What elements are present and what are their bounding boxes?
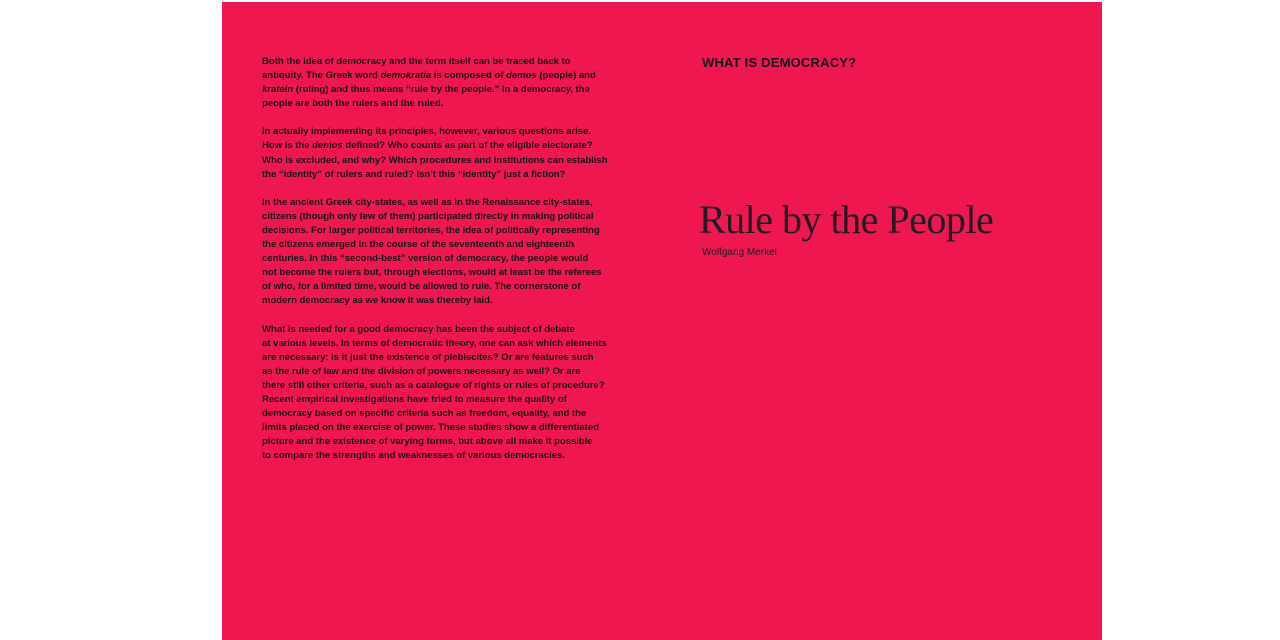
text-line: the “identity” of rulers and ruled? Isn’t this “identity” just a fiction? xyxy=(262,168,566,180)
page-title: Rule by the People xyxy=(699,196,994,242)
text-line: Who is excluded, and why? Which procedures and institutions can establish xyxy=(262,154,608,166)
section-heading: WHAT IS DEMOCRACY? xyxy=(702,55,857,70)
text-line: citizens (though only few of them) participated directly in making political xyxy=(262,210,594,222)
text-line: not become the rulers but, through elections, would at least be the referees xyxy=(262,267,602,279)
text-line: decisions. For larger political territories, the idea of politically representing xyxy=(262,224,600,236)
text-line: are necessary: is it just the existence of plebiscites? Or are features such xyxy=(262,351,594,363)
text-line: kratein (ruling) and thus means “rule by the people.” In a democracy, the xyxy=(262,84,590,96)
author-name: Wolfgang Merkel xyxy=(702,247,777,258)
text-line: limits placed on the exercise of power. These studies show a differentiated xyxy=(262,422,599,434)
text-line: picture and the existence of varying forms, but above all make it possible xyxy=(262,436,593,448)
body-paragraph-4 xyxy=(262,323,627,464)
text-line: democracy based on specific criteria such as freedom, equality, and the xyxy=(262,408,587,420)
text-line: as the rule of law and the division of powers necessary as well? Or are xyxy=(262,365,581,377)
text-line: to compare the strengths and weaknesses of various democracies. xyxy=(262,450,565,462)
body-text-column xyxy=(262,55,627,477)
text-line: What is needed for a good democracy has been the subject of debate xyxy=(262,323,575,335)
body-paragraph-1 xyxy=(262,55,627,111)
text-line: How is the demos defined? Who counts as part of the eligible electorate? xyxy=(262,140,593,152)
text-line: Recent empirical investigations have tried to measure the quality of xyxy=(262,393,567,405)
text-line: modern democracy as we know it was thereby laid. xyxy=(262,295,493,307)
text-line: Both the idea of democracy and the term itself can be traced back to xyxy=(262,56,571,67)
text-line: people are both the rulers and the ruled. xyxy=(262,98,444,110)
italic-term: demos xyxy=(312,140,343,152)
text-line: In the ancient Greek city-states, as well as in the Renaissance city-states, xyxy=(262,196,593,208)
italic-term: demos xyxy=(506,70,537,82)
text-line: at various levels. In terms of democratic theory, one can ask which elements xyxy=(262,337,607,349)
italic-term: demokratia xyxy=(380,70,432,82)
italic-term: kratein xyxy=(262,84,294,96)
body-paragraph-3 xyxy=(262,196,627,309)
text-line: there still other criteria, such as a catalogue of rights or rules of procedure? xyxy=(262,379,605,391)
text-line: of who, for a limited time, would be allowed to rule. The cornerstone of xyxy=(262,281,581,293)
body-paragraph-2 xyxy=(262,125,627,181)
text-line: centuries. In this “second-best” version of democracy, the people would xyxy=(262,253,589,265)
book-spread xyxy=(222,2,1102,640)
text-line: the citizens emerged in the course of the seventeenth and eighteenth xyxy=(262,239,575,251)
text-line: In actually implementing its principles, however, various questions arise. xyxy=(262,126,591,138)
text-line: antiquity. The Greek word demokratia is composed of demos (people) and xyxy=(262,70,596,82)
